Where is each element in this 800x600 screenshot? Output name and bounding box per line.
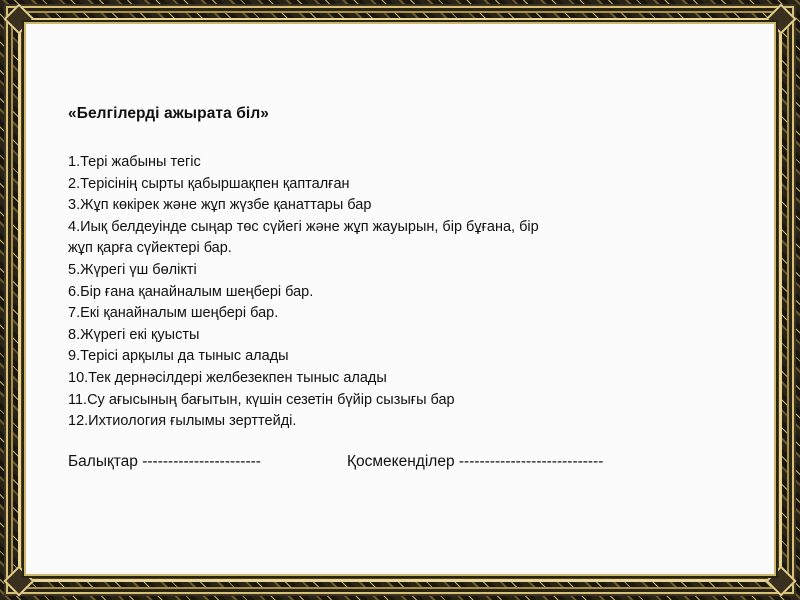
- amphibians-answer-label: Қосмекенділер ----------------------------: [347, 452, 604, 470]
- list-item: 2.Терісінің сырты қабыршақпен қапталған: [68, 175, 350, 192]
- list-item: 12.Ихтиология ғылымы зерттейді.: [68, 413, 297, 430]
- list-item: 4.Иық белдеуінде сыңар төс сүйегі және жұп жауырын, бір бұғана, бір: [68, 218, 539, 235]
- list-item: 8.Жүрегі екі қуысты: [68, 326, 200, 343]
- list-item: 1.Тері жабыны тегіс: [68, 154, 201, 170]
- feature-list: [68, 152, 748, 433]
- slide-title: «Белгілерді ажырата біл»: [68, 105, 269, 122]
- list-item: 10.Тек дернәсілдері желбезекпен тыныс алады: [68, 369, 387, 386]
- slide-content: [68, 105, 748, 471]
- list-item: 3.Жұп көкірек және жұп жүзбе қанаттары бар: [68, 197, 372, 214]
- answer-row: [68, 453, 748, 471]
- fish-answer-label: Балықтар -----------------------: [68, 452, 261, 470]
- list-item: 6.Бір ғана қанайналым шеңбері бар.: [68, 283, 314, 300]
- list-item-continuation: жұп қарға сүйектері бар.: [68, 240, 232, 257]
- list-item: 9.Терісі арқылы да тыныс алады: [68, 348, 289, 365]
- list-item: 5.Жүрегі үш бөлікті: [68, 261, 197, 278]
- list-item: 11.Су ағысының бағытын, күшін сезетін бүйір сызығы бар: [68, 391, 455, 408]
- list-item: 7.Екі қанайналым шеңбері бар.: [68, 305, 279, 322]
